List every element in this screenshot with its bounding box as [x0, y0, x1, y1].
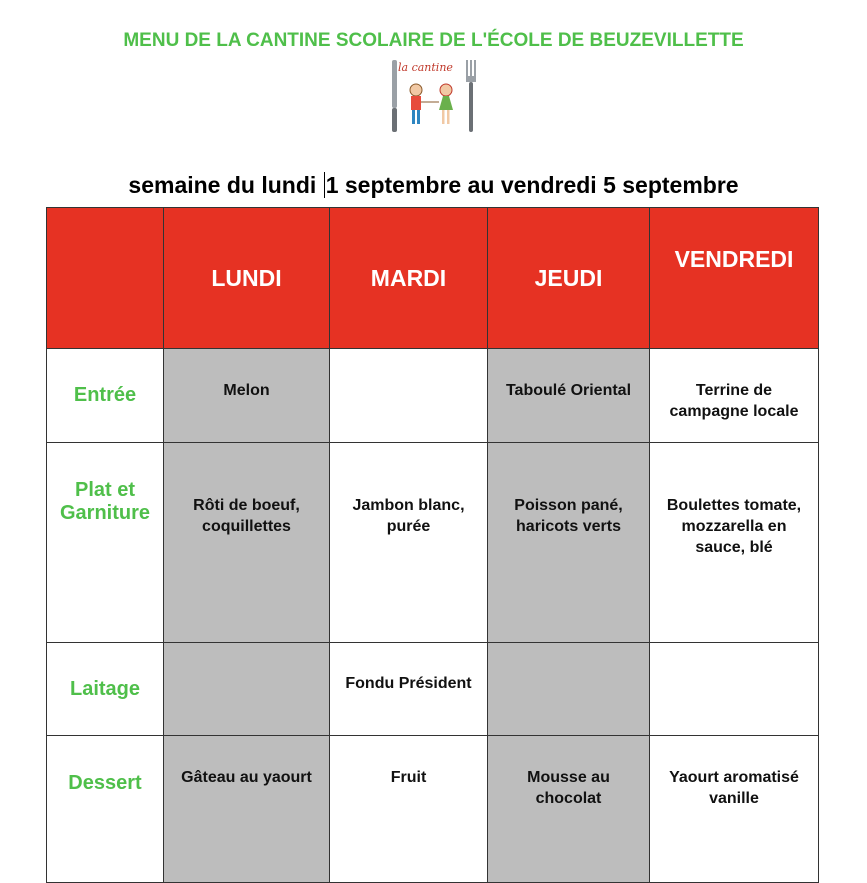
menu-cell: Jambon blanc, purée [330, 443, 488, 643]
text-cursor [324, 172, 325, 198]
menu-cell: Taboulé Oriental [488, 349, 650, 443]
logo-text: la cantine [398, 61, 453, 74]
row-plat [47, 443, 819, 643]
cantine-logo [386, 58, 478, 136]
menu-cell: Fondu Président [330, 643, 488, 736]
row-label-plat: Plat et Garniture [47, 443, 164, 643]
corner-cell [47, 208, 164, 349]
menu-cell [650, 643, 819, 736]
day-vendredi: VENDREDI [650, 208, 819, 349]
row-entree [47, 349, 819, 443]
row-label-entree: Entrée [47, 349, 164, 443]
week-heading [0, 172, 867, 199]
menu-table [46, 207, 819, 883]
header-row [47, 208, 819, 349]
menu-cell: Poisson pané, haricots verts [488, 443, 650, 643]
week-start: semaine du lundi [128, 172, 323, 198]
menu-cell: Boulettes tomate, mozzarella en sauce, blé [650, 443, 819, 643]
row-label-dessert: Dessert [47, 736, 164, 883]
menu-cell [330, 349, 488, 443]
menu-cell: Melon [164, 349, 330, 443]
row-laitage [47, 643, 819, 736]
day-mardi: MARDI [330, 208, 488, 349]
menu-cell: Gâteau au yaourt [164, 736, 330, 883]
menu-cell [164, 643, 330, 736]
week-end: 1 septembre au vendredi 5 septembre [325, 172, 739, 198]
menu-cell: Mousse au chocolat [488, 736, 650, 883]
row-label-laitage: Laitage [47, 643, 164, 736]
menu-cell: Yaourt aromatisé vanille [650, 736, 819, 883]
menu-cell: Terrine de campagne locale [650, 349, 819, 443]
page-title: MENU DE LA CANTINE SCOLAIRE DE L'ÉCOLE DE BEUZEVILLETTE [123, 30, 744, 51]
day-jeudi: JEUDI [488, 208, 650, 349]
menu-cell [488, 643, 650, 736]
day-lundi: LUNDI [164, 208, 330, 349]
row-dessert [47, 736, 819, 883]
menu-cell: Rôti de boeuf, coquillettes [164, 443, 330, 643]
menu-cell: Fruit [330, 736, 488, 883]
